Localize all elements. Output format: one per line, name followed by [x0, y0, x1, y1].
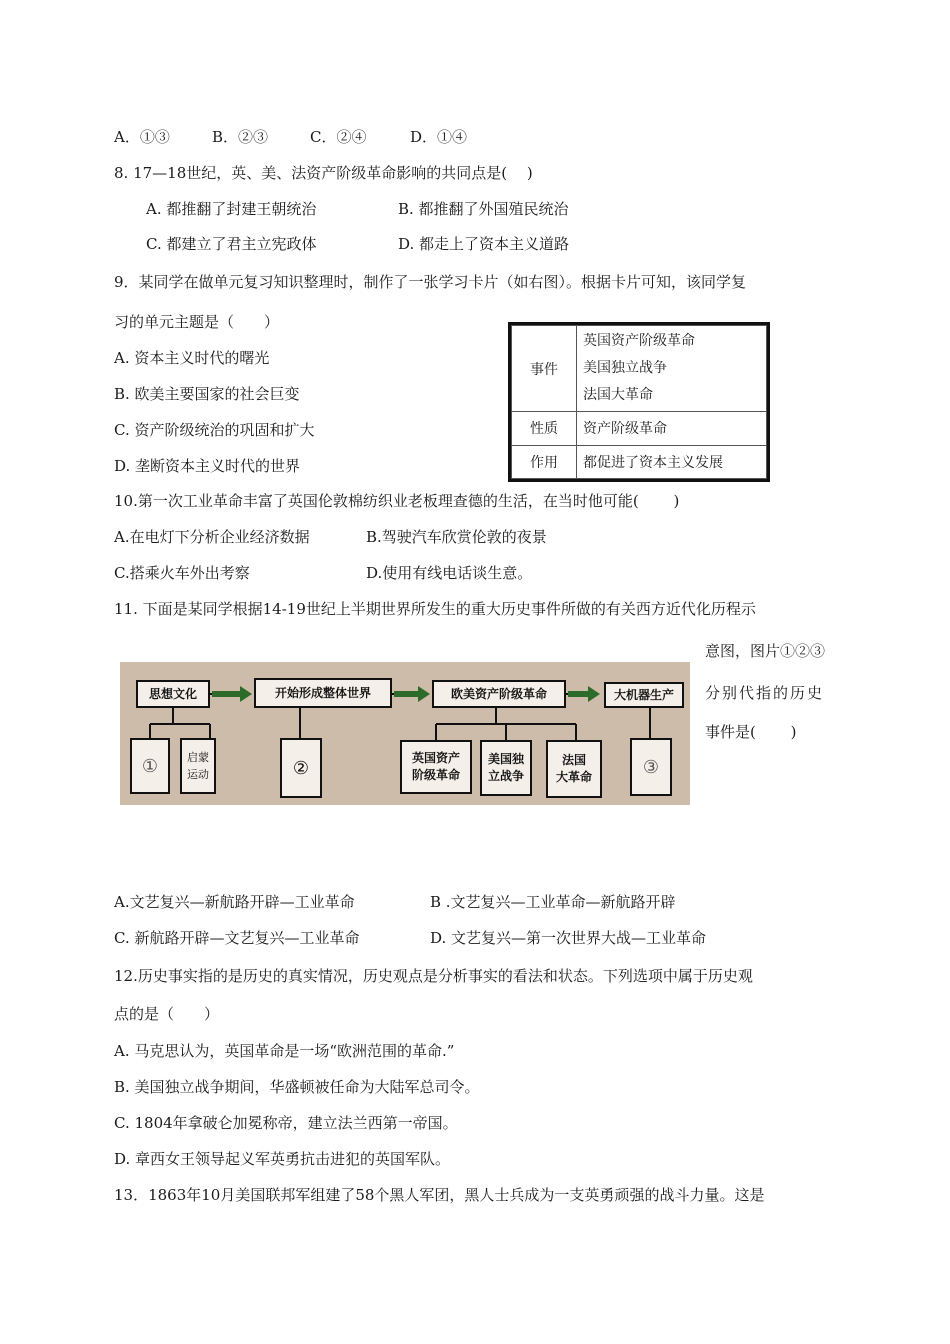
q7-option-b: B．②③	[212, 128, 269, 146]
q11-options-row2	[114, 928, 706, 948]
q10-option-b: B.驾驶汽车欣赏伦敦的夜景	[366, 528, 547, 546]
q9-option-c: C. 资产阶级统治的巩固和扩大	[114, 421, 315, 439]
q9-option-d: D. 垄断资本主义时代的世界	[114, 457, 301, 475]
q10-stem: 10.第一次工业革命丰富了英国伦敦棉纺织业老板理查德的生活，在当时他可能( )	[114, 492, 680, 510]
q7-option-d: D．①④	[410, 128, 468, 146]
diagram-box-revolution: 欧美资产阶级革命	[432, 680, 566, 708]
q9-option-b: B. 欧美主要国家的社会巨变	[114, 385, 300, 403]
q10-option-d: D.使用有线电话谈生意。	[366, 564, 533, 582]
q11-options-row1	[114, 892, 676, 912]
q8-options-row1	[146, 199, 569, 219]
q11-option-c: C. 新航路开辟—文艺复兴—工业革命	[114, 929, 360, 947]
card-nature-value: 资产阶级革命	[577, 412, 767, 446]
diagram-box-english-revolution: 英国资产 阶级革命	[400, 740, 472, 794]
q10-options-row1	[114, 527, 547, 547]
q7-option-a: A．①③	[114, 128, 170, 146]
q12-option-c: C. 1804年拿破仑加冕称帝，建立法兰西第一帝国。	[114, 1114, 458, 1132]
study-card	[508, 322, 770, 482]
q13-stem: 13．1863年10月美国联邦军组建了58个黑人军团，黑人士兵成为一支英勇顽强的战斗力量。这是	[114, 1186, 765, 1204]
card-key-effect: 作用	[512, 445, 577, 479]
q12-option-a: A. 马克思认为，英国革命是一场“欧洲范围的革命.”	[114, 1042, 455, 1060]
q8-option-a: A. 都推翻了封建王朝统治	[146, 200, 317, 218]
q12-option-b: B. 美国独立战争期间，华盛顿被任命为大陆军总司令。	[114, 1078, 480, 1096]
card-event-2: 美国独立战争	[583, 360, 667, 376]
diagram-box-enlightenment: 启蒙 运动	[180, 738, 216, 794]
diagram-blank-3: ③	[630, 738, 672, 796]
card-event-1: 英国资产阶级革命	[583, 333, 695, 349]
q11-stem-side-3: 事件是( )	[705, 723, 797, 741]
study-card-table	[511, 325, 767, 479]
diagram-box-culture: 思想文化	[136, 680, 210, 708]
diagram-box-machine: 大机器生产	[604, 682, 684, 708]
q12-stem-line2: 点的是（ ）	[114, 1005, 220, 1023]
card-event-3: 法国大革命	[583, 387, 653, 403]
diagram-blank-1: ①	[130, 738, 170, 794]
q9-stem-line1: 9．某同学在做单元复习知识整理时，制作了一张学习卡片（如右图）。根据卡片可知，该同学复	[114, 273, 747, 291]
q12-option-d: D. 章西女王领导起义军英勇抗击进犯的英国军队。	[114, 1150, 451, 1168]
q11-stem-side-1: 意图，图片①②③	[705, 642, 826, 660]
q7-options	[114, 127, 467, 147]
q8-options-row2	[146, 234, 569, 254]
history-flow-diagram	[120, 662, 690, 805]
q11-stem-line1: 11. 下面是某同学根据14-19世纪上半期世界所发生的重大历史事件所做的有关西方近代化历程示	[114, 600, 756, 618]
q8-option-d: D. 都走上了资本主义道路	[398, 235, 570, 253]
q7-option-c: C．②④	[310, 128, 367, 146]
q9-stem-line2: 习的单元主题是（ ）	[114, 313, 280, 331]
diagram-box-world: 开始形成整体世界	[254, 678, 392, 708]
diagram-blank-2: ②	[280, 738, 322, 798]
q10-options-row2	[114, 563, 532, 583]
card-key-nature: 性质	[512, 412, 577, 446]
q8-option-c: C. 都建立了君主立宪政体	[146, 235, 317, 253]
q12-stem-line1: 12.历史事实指的是历史的真实情况，历史观点是分析事实的看法和状态。下列选项中属于历史观	[114, 967, 753, 985]
card-key-events: 事件	[512, 326, 577, 412]
q9-option-a: A. 资本主义时代的曙光	[114, 349, 270, 367]
q11-stem-side-2: 分别代指的历史	[705, 684, 825, 702]
card-events-cell	[577, 326, 767, 412]
q11-option-a: A.文艺复兴—新航路开辟—工业革命	[114, 893, 355, 911]
q8-option-b: B. 都推翻了外国殖民统治	[398, 200, 569, 218]
q11-option-b: B .文艺复兴—工业革命—新航路开辟	[430, 893, 676, 911]
card-effect-value: 都促进了资本主义发展	[577, 445, 767, 479]
q11-option-d: D. 文艺复兴—第一次世界大战—工业革命	[430, 929, 707, 947]
diagram-box-french-revolution: 法国 大革命	[546, 740, 602, 798]
q8-stem: 8. 17—18世纪，英、美、法资产阶级革命影响的共同点是( )	[114, 164, 533, 182]
q10-option-a: A.在电灯下分析企业经济数据	[114, 528, 310, 546]
diagram-box-american-war: 美国独 立战争	[480, 740, 532, 796]
q10-option-c: C.搭乘火车外出考察	[114, 564, 250, 582]
